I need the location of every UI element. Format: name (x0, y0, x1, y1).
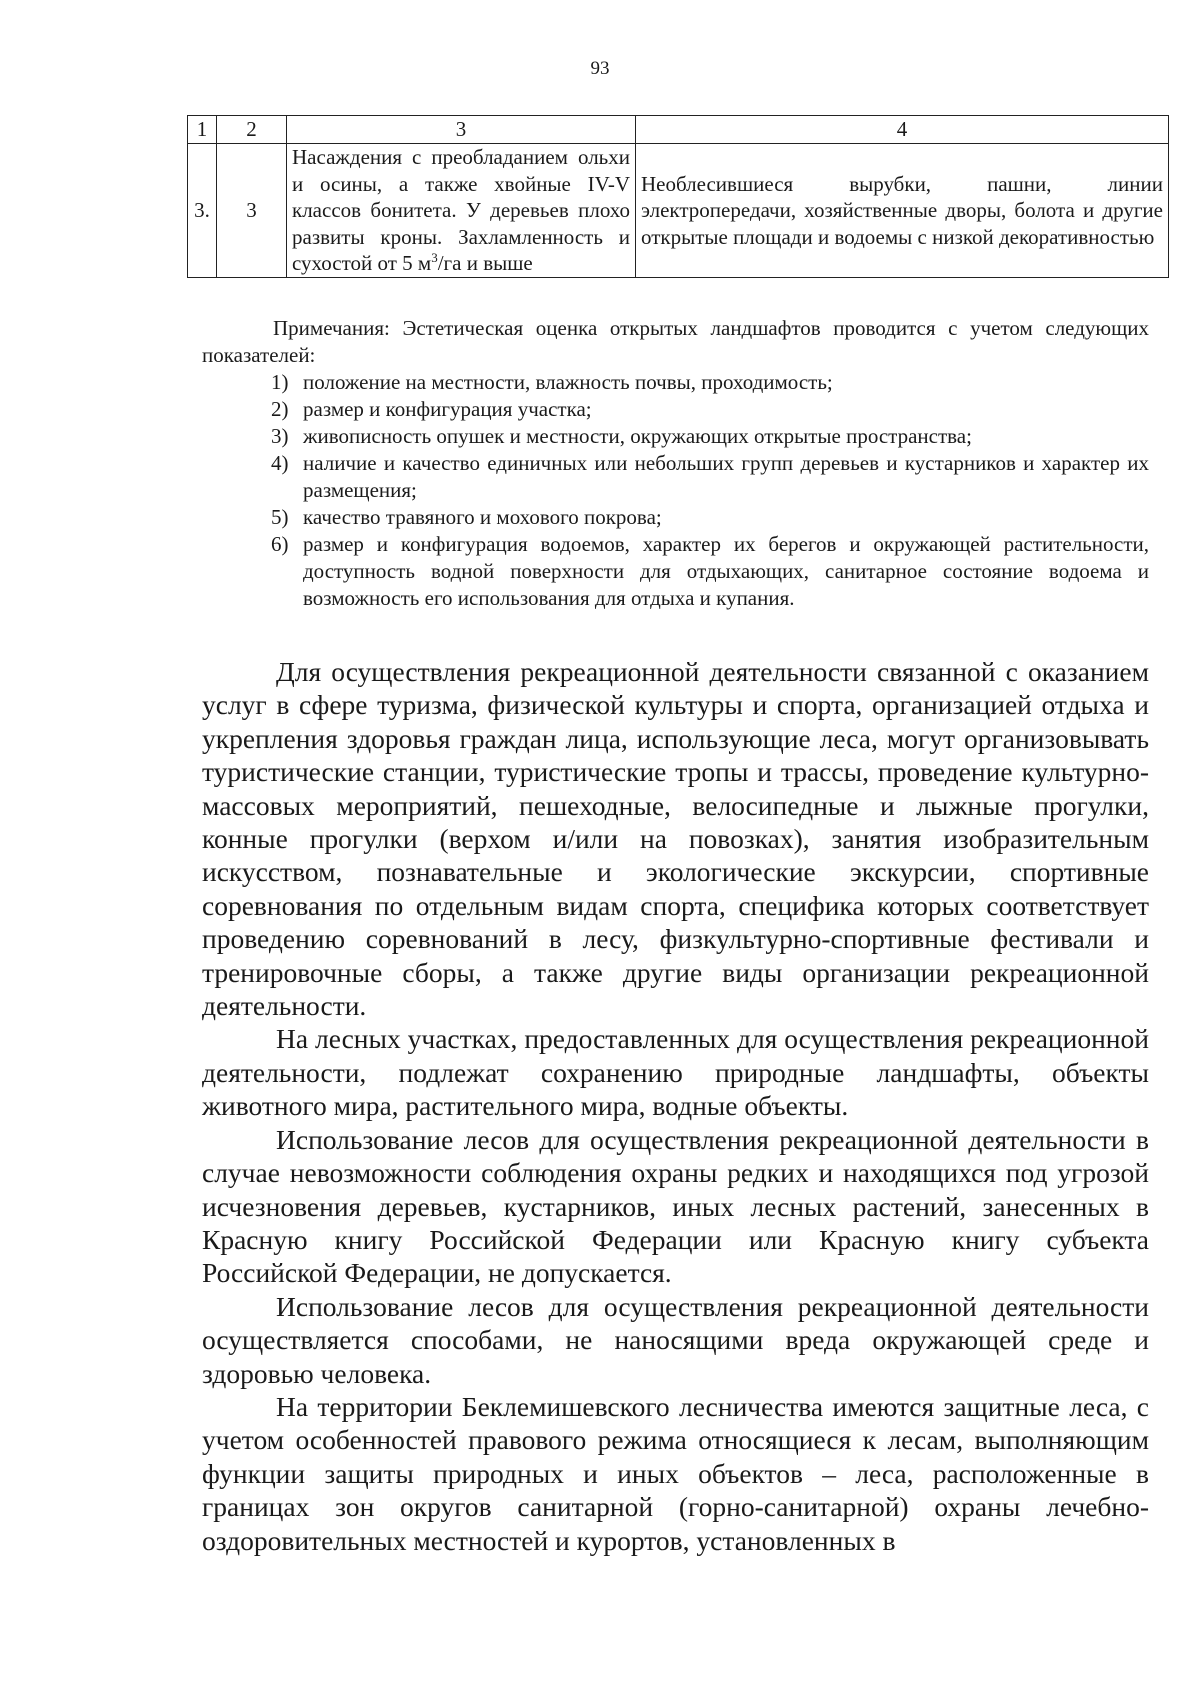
notes-list (202, 369, 1149, 612)
table-header-cell: 3 (287, 116, 636, 144)
paragraph: Для осуществления рекреационной деятельности связанной с оказанием услуг в сфере туризма, физической культуры и спорта, организацией отдыха и укрепления здоровья граждан лица, использующие леса, могут организовывать туристические станции, туристические тропы и трассы, проведение культурно-массовых мероприятий, пешеходные, велосипедные и лыжные прогулки, конные прогулки (верхом и/или на повозках), занятия изобразительным искусством, познавательные и экологические экскурсии, спортивные соревнования по отдельным видам спорта, специфика которых соответствует проведению соревнований в лесу, физкультурно-спортивные фестивали и тренировочные сборы, а также другие виды организации рекреационной деятельности. (202, 656, 1149, 1022)
list-marker: 6) (271, 532, 289, 556)
list-item (202, 369, 1149, 396)
page-number: 93 (590, 58, 610, 79)
list-item-text: положение на местности, влажность почвы, проходимость; (303, 370, 833, 394)
list-item-text: качество травяного и мохового покрова; (303, 505, 662, 529)
list-item-text: живописность опушек и местности, окружающих открытые пространства; (303, 424, 972, 448)
unit-exponent: 3 (431, 250, 438, 265)
unit-m: м (417, 251, 432, 275)
list-marker: 3) (271, 424, 289, 448)
paragraph: На лесных участках, предоставленных для осуществления рекреационной деятельности, подлежат сохранению природные ландшафты, объекты животного мира, растительного мира, водные объекты. (202, 1023, 1149, 1122)
open-areas-cell: Необлесившиеся вырубки, пашни, линии электропередачи, хозяйственные дворы, болота и другие открытые площади и водоемы с низкой декоративностью (636, 144, 1169, 278)
list-item (202, 531, 1149, 612)
stand-description-cell (287, 144, 636, 278)
list-item (202, 423, 1149, 450)
list-marker: 5) (271, 505, 289, 529)
list-item (202, 396, 1149, 423)
landscape-table (187, 115, 1169, 278)
table-notes (202, 315, 1149, 612)
list-item-text: размер и конфигурация участка; (303, 397, 592, 421)
notes-intro: Примечания: Эстетическая оценка открытых ландшафтов проводится с учетом следующих показателей: (202, 316, 1149, 367)
paragraph: Использование лесов для осуществления рекреационной деятельности осуществляется способами, не наносящими вреда окружающей среде и здоровью человека. (202, 1290, 1149, 1389)
table-header-row (188, 116, 1169, 144)
stand-description-text: Насаждения с преобладанием ольхи и осины, а также хвойные IV-V классов бонитета. У деревьев плохо развиты кроны. Захламленность и сухостой от 5 (292, 145, 630, 275)
unit-rest: /га и выше (437, 251, 533, 275)
list-marker: 4) (271, 451, 289, 475)
body-text (202, 655, 1149, 1557)
list-item (202, 450, 1149, 504)
paragraph: На территории Беклемишевского лесничества имеются защитные леса, с учетом особенностей правового режима относящиеся к лесам, выполняющим функции защиты природных и иных объектов – леса, расположенные в границах зон округов санитарной (горно-санитарной) охраны лечебно-оздоровительных местностей и курортов, установленных в (202, 1390, 1149, 1556)
list-item-text: наличие и качество единичных или небольших групп деревьев и кустарников и характер их размещения; (303, 451, 1149, 502)
aesthetic-class-cell: 3 (217, 144, 287, 278)
table-header-cell: 1 (188, 116, 217, 144)
list-marker: 2) (271, 397, 289, 421)
list-item (202, 504, 1149, 531)
list-item-text: размер и конфигурация водоемов, характер их берегов и окружающей растительности, доступность водной поверхности для отдыхающих, санитарное состояние водоема и возможность его использования для отдыха и купания. (303, 532, 1149, 610)
table-header-cell: 2 (217, 116, 287, 144)
list-marker: 1) (271, 370, 289, 394)
paragraph: Использование лесов для осуществления рекреационной деятельности в случае невозможности соблюдения охраны редких и находящихся под угрозой исчезновения деревьев, кустарников, иных лесных растений, занесенных в Красную книгу Российской Федерации или Красную книгу субъекта Российской Федерации, не допускается. (202, 1123, 1149, 1289)
table-header-cell: 4 (636, 116, 1169, 144)
row-number-cell: 3. (188, 144, 217, 278)
table-row (188, 144, 1169, 278)
